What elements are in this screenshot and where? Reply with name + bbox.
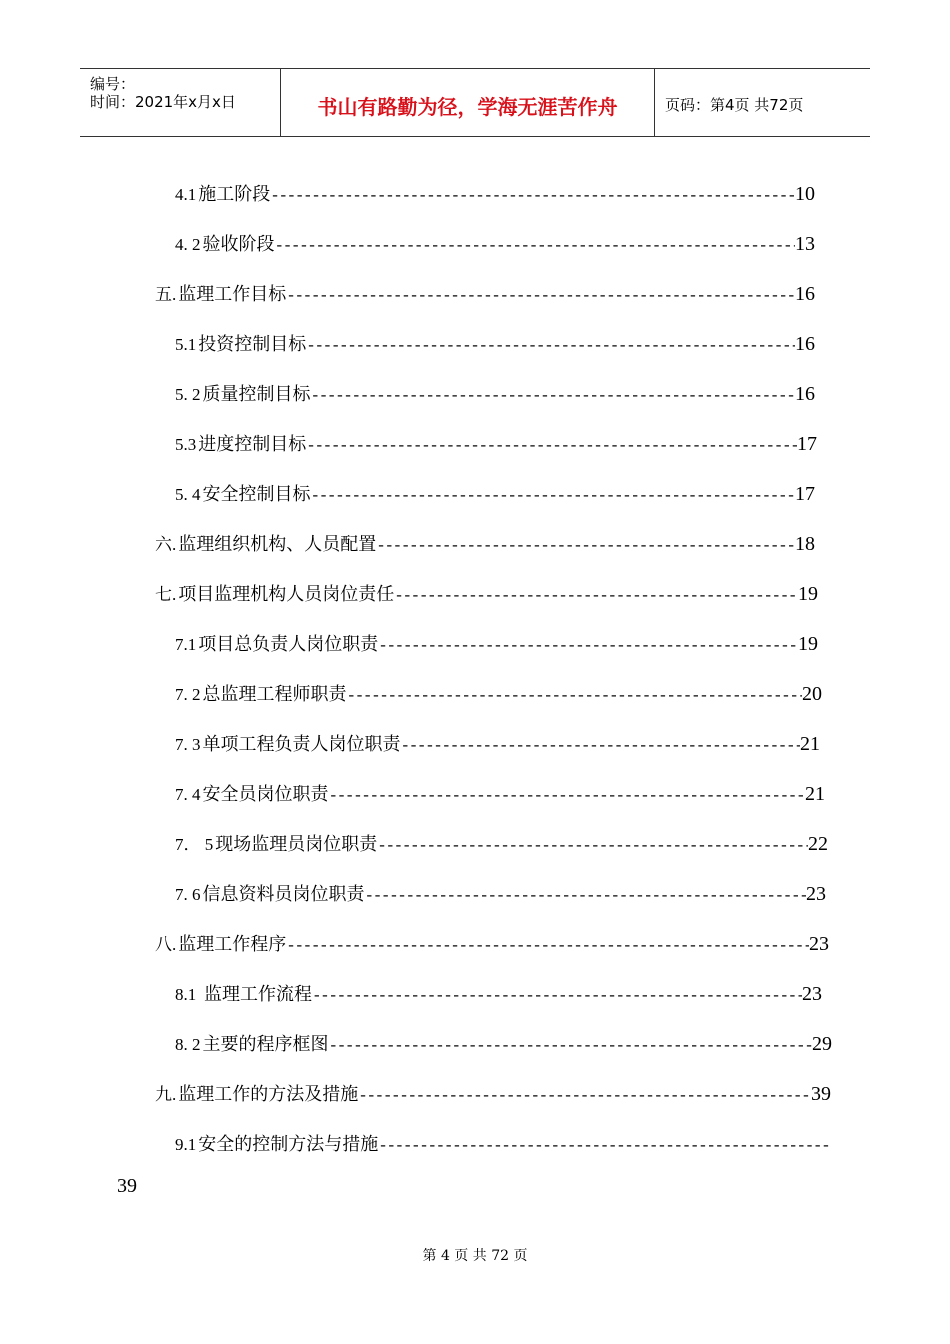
toc-entry-number: 9.1 bbox=[175, 1135, 197, 1154]
toc-entry-page: 17 bbox=[797, 433, 817, 455]
toc-entry[interactable] bbox=[175, 380, 815, 406]
toc-entry-title: 进度控制目标 bbox=[198, 434, 307, 455]
toc-entry-number: 7. 6 bbox=[175, 885, 201, 904]
toc-entry-number: 7. 2 bbox=[175, 685, 201, 704]
toc-leader-dashes bbox=[377, 837, 808, 855]
toc-entry-title: 监理组织机构、人员配置 bbox=[178, 534, 377, 555]
toc-leader-dashes bbox=[286, 937, 809, 955]
toc-entry-page: 16 bbox=[795, 283, 815, 305]
toc-entry[interactable] bbox=[155, 530, 815, 556]
toc-entry-title: 投资控制目标 bbox=[198, 334, 307, 355]
toc-entry-page: 13 bbox=[795, 233, 815, 255]
toc-entry[interactable] bbox=[175, 730, 820, 756]
toc-entry-number: 5.1 bbox=[175, 335, 197, 354]
toc-entry-page: 21 bbox=[800, 733, 820, 755]
toc-leader-dashes bbox=[329, 787, 806, 805]
toc-entry-page: 20 bbox=[802, 683, 822, 705]
toc-leader-dashes bbox=[275, 237, 796, 255]
toc-entry[interactable] bbox=[175, 1130, 832, 1156]
toc-entry-number: 六. bbox=[155, 535, 177, 554]
toc-entry[interactable] bbox=[175, 880, 826, 906]
toc-entry[interactable] bbox=[175, 980, 822, 1006]
toc-leader-dashes bbox=[378, 637, 798, 655]
toc-entry-title: 主要的程序框图 bbox=[202, 1034, 329, 1055]
toc-entry-page: 23 bbox=[809, 933, 829, 955]
toc-entry-number: 7.1 bbox=[175, 635, 197, 654]
toc-entry[interactable] bbox=[155, 580, 818, 606]
header-page-cell bbox=[655, 69, 870, 136]
toc-entry[interactable] bbox=[175, 480, 815, 506]
toc-leader-dashes bbox=[306, 337, 795, 355]
toc-entry-title: 施工阶段 bbox=[198, 184, 271, 205]
toc-entry[interactable] bbox=[175, 180, 815, 206]
toc-leader-dashes bbox=[378, 1137, 832, 1155]
toc-leader-dashes bbox=[358, 1087, 811, 1105]
toc-entry[interactable] bbox=[175, 230, 815, 256]
toc-entry[interactable] bbox=[175, 830, 828, 856]
toc-entry-number: 八. bbox=[155, 935, 177, 954]
toc-entry-title: 项目总负责人岗位职责 bbox=[198, 634, 379, 655]
toc-entry-title: 单项工程负责人岗位职责 bbox=[202, 734, 401, 755]
header-page-label: 页码：第4页 共72页 bbox=[665, 96, 804, 114]
toc-entry-number: 5. 4 bbox=[175, 485, 201, 504]
toc-entry-number: 8. 2 bbox=[175, 1035, 201, 1054]
toc-entry-title: 项目监理机构人员岗位责任 bbox=[178, 584, 395, 605]
toc-entry-number: 5. 2 bbox=[175, 385, 201, 404]
toc-entry-page: 16 bbox=[795, 333, 815, 355]
toc-entry-number: 5.3 bbox=[175, 435, 197, 454]
toc-entry-number: 九. bbox=[155, 1085, 177, 1104]
toc-entry-title: 总监理工程师职责 bbox=[202, 684, 347, 705]
toc-leader-dashes bbox=[394, 587, 798, 605]
toc-entry-number: 7. 4 bbox=[175, 785, 201, 804]
toc-entry-page: 29 bbox=[812, 1033, 832, 1055]
toc-leader-dashes bbox=[376, 537, 795, 555]
toc-entry-title: 验收阶段 bbox=[202, 234, 275, 255]
motto: 书山有路勤为径，学海无涯苦作舟 bbox=[317, 95, 618, 119]
toc-leader-dashes bbox=[306, 437, 797, 455]
toc-entry-number: 7． 5 bbox=[175, 835, 214, 854]
toc-entry[interactable] bbox=[175, 330, 815, 356]
toc-entry[interactable] bbox=[155, 930, 829, 956]
toc-leader-dashes bbox=[401, 737, 801, 755]
toc-entry-title: 监理工作流程 bbox=[198, 984, 312, 1005]
number-label: 编号： bbox=[90, 75, 136, 93]
toc-entry-title: 监理工作程序 bbox=[178, 934, 287, 955]
toc-entry-title: 监理工作目标 bbox=[178, 284, 287, 305]
toc-entry-page: 17 bbox=[795, 483, 815, 505]
toc-entry-number: 4.1 bbox=[175, 185, 197, 204]
toc-entry-page: 19 bbox=[798, 583, 818, 605]
toc-entry-page: 22 bbox=[808, 833, 828, 855]
toc-entry-title: 安全控制目标 bbox=[202, 484, 311, 505]
toc-entry-page: 39 bbox=[811, 1083, 831, 1105]
toc-entry[interactable] bbox=[175, 680, 822, 706]
toc-entry-title: 安全的控制方法与措施 bbox=[198, 1134, 379, 1155]
toc-entry-page: 10 bbox=[795, 183, 815, 205]
toc-leader-dashes bbox=[270, 187, 795, 205]
toc-leader-dashes bbox=[312, 987, 802, 1005]
toc-wrapped-page-number: 39 bbox=[117, 1175, 137, 1197]
toc-entry[interactable] bbox=[175, 1030, 832, 1056]
toc-entry-title: 安全员岗位职责 bbox=[202, 784, 329, 805]
toc-entry[interactable] bbox=[175, 780, 825, 806]
toc-entry-number: 8.1 bbox=[175, 985, 197, 1004]
toc-entry-page: 18 bbox=[795, 533, 815, 555]
toc-entry-number: 五. bbox=[155, 285, 177, 304]
toc-entry[interactable] bbox=[175, 430, 817, 456]
toc-leader-dashes bbox=[311, 387, 796, 405]
toc-leader-dashes bbox=[347, 687, 803, 705]
toc-entry[interactable] bbox=[175, 630, 818, 656]
page-header bbox=[80, 68, 870, 137]
toc-leader-dashes bbox=[365, 887, 807, 905]
toc-entry-number: 7. 3 bbox=[175, 735, 201, 754]
toc-leader-dashes bbox=[286, 287, 795, 305]
toc-entry[interactable] bbox=[155, 280, 815, 306]
toc-entry-page: 23 bbox=[802, 983, 822, 1005]
toc-entry-title: 信息资料员岗位职责 bbox=[202, 884, 365, 905]
toc-entry-title: 监理工作的方法及措施 bbox=[178, 1084, 359, 1105]
toc-entry-number: 七. bbox=[155, 585, 177, 604]
toc-leader-dashes bbox=[329, 1037, 813, 1055]
toc-entry-page: 21 bbox=[805, 783, 825, 805]
toc-entry-title: 现场监理员岗位职责 bbox=[215, 834, 378, 855]
toc-entry-page: 16 bbox=[795, 383, 815, 405]
header-motto-cell bbox=[280, 69, 655, 136]
header-info-cell bbox=[80, 69, 280, 136]
page-footer: 第 4 页 共 72 页 bbox=[422, 1248, 528, 1264]
toc-leader-dashes bbox=[311, 487, 796, 505]
toc-entry-page: 23 bbox=[806, 883, 826, 905]
toc-entry[interactable] bbox=[155, 1080, 831, 1106]
toc-entry-page: 19 bbox=[798, 633, 818, 655]
date-label: 时间：2021年x月x日 bbox=[90, 93, 236, 111]
toc-entry-title: 质量控制目标 bbox=[202, 384, 311, 405]
toc-entry-number: 4. 2 bbox=[175, 235, 201, 254]
